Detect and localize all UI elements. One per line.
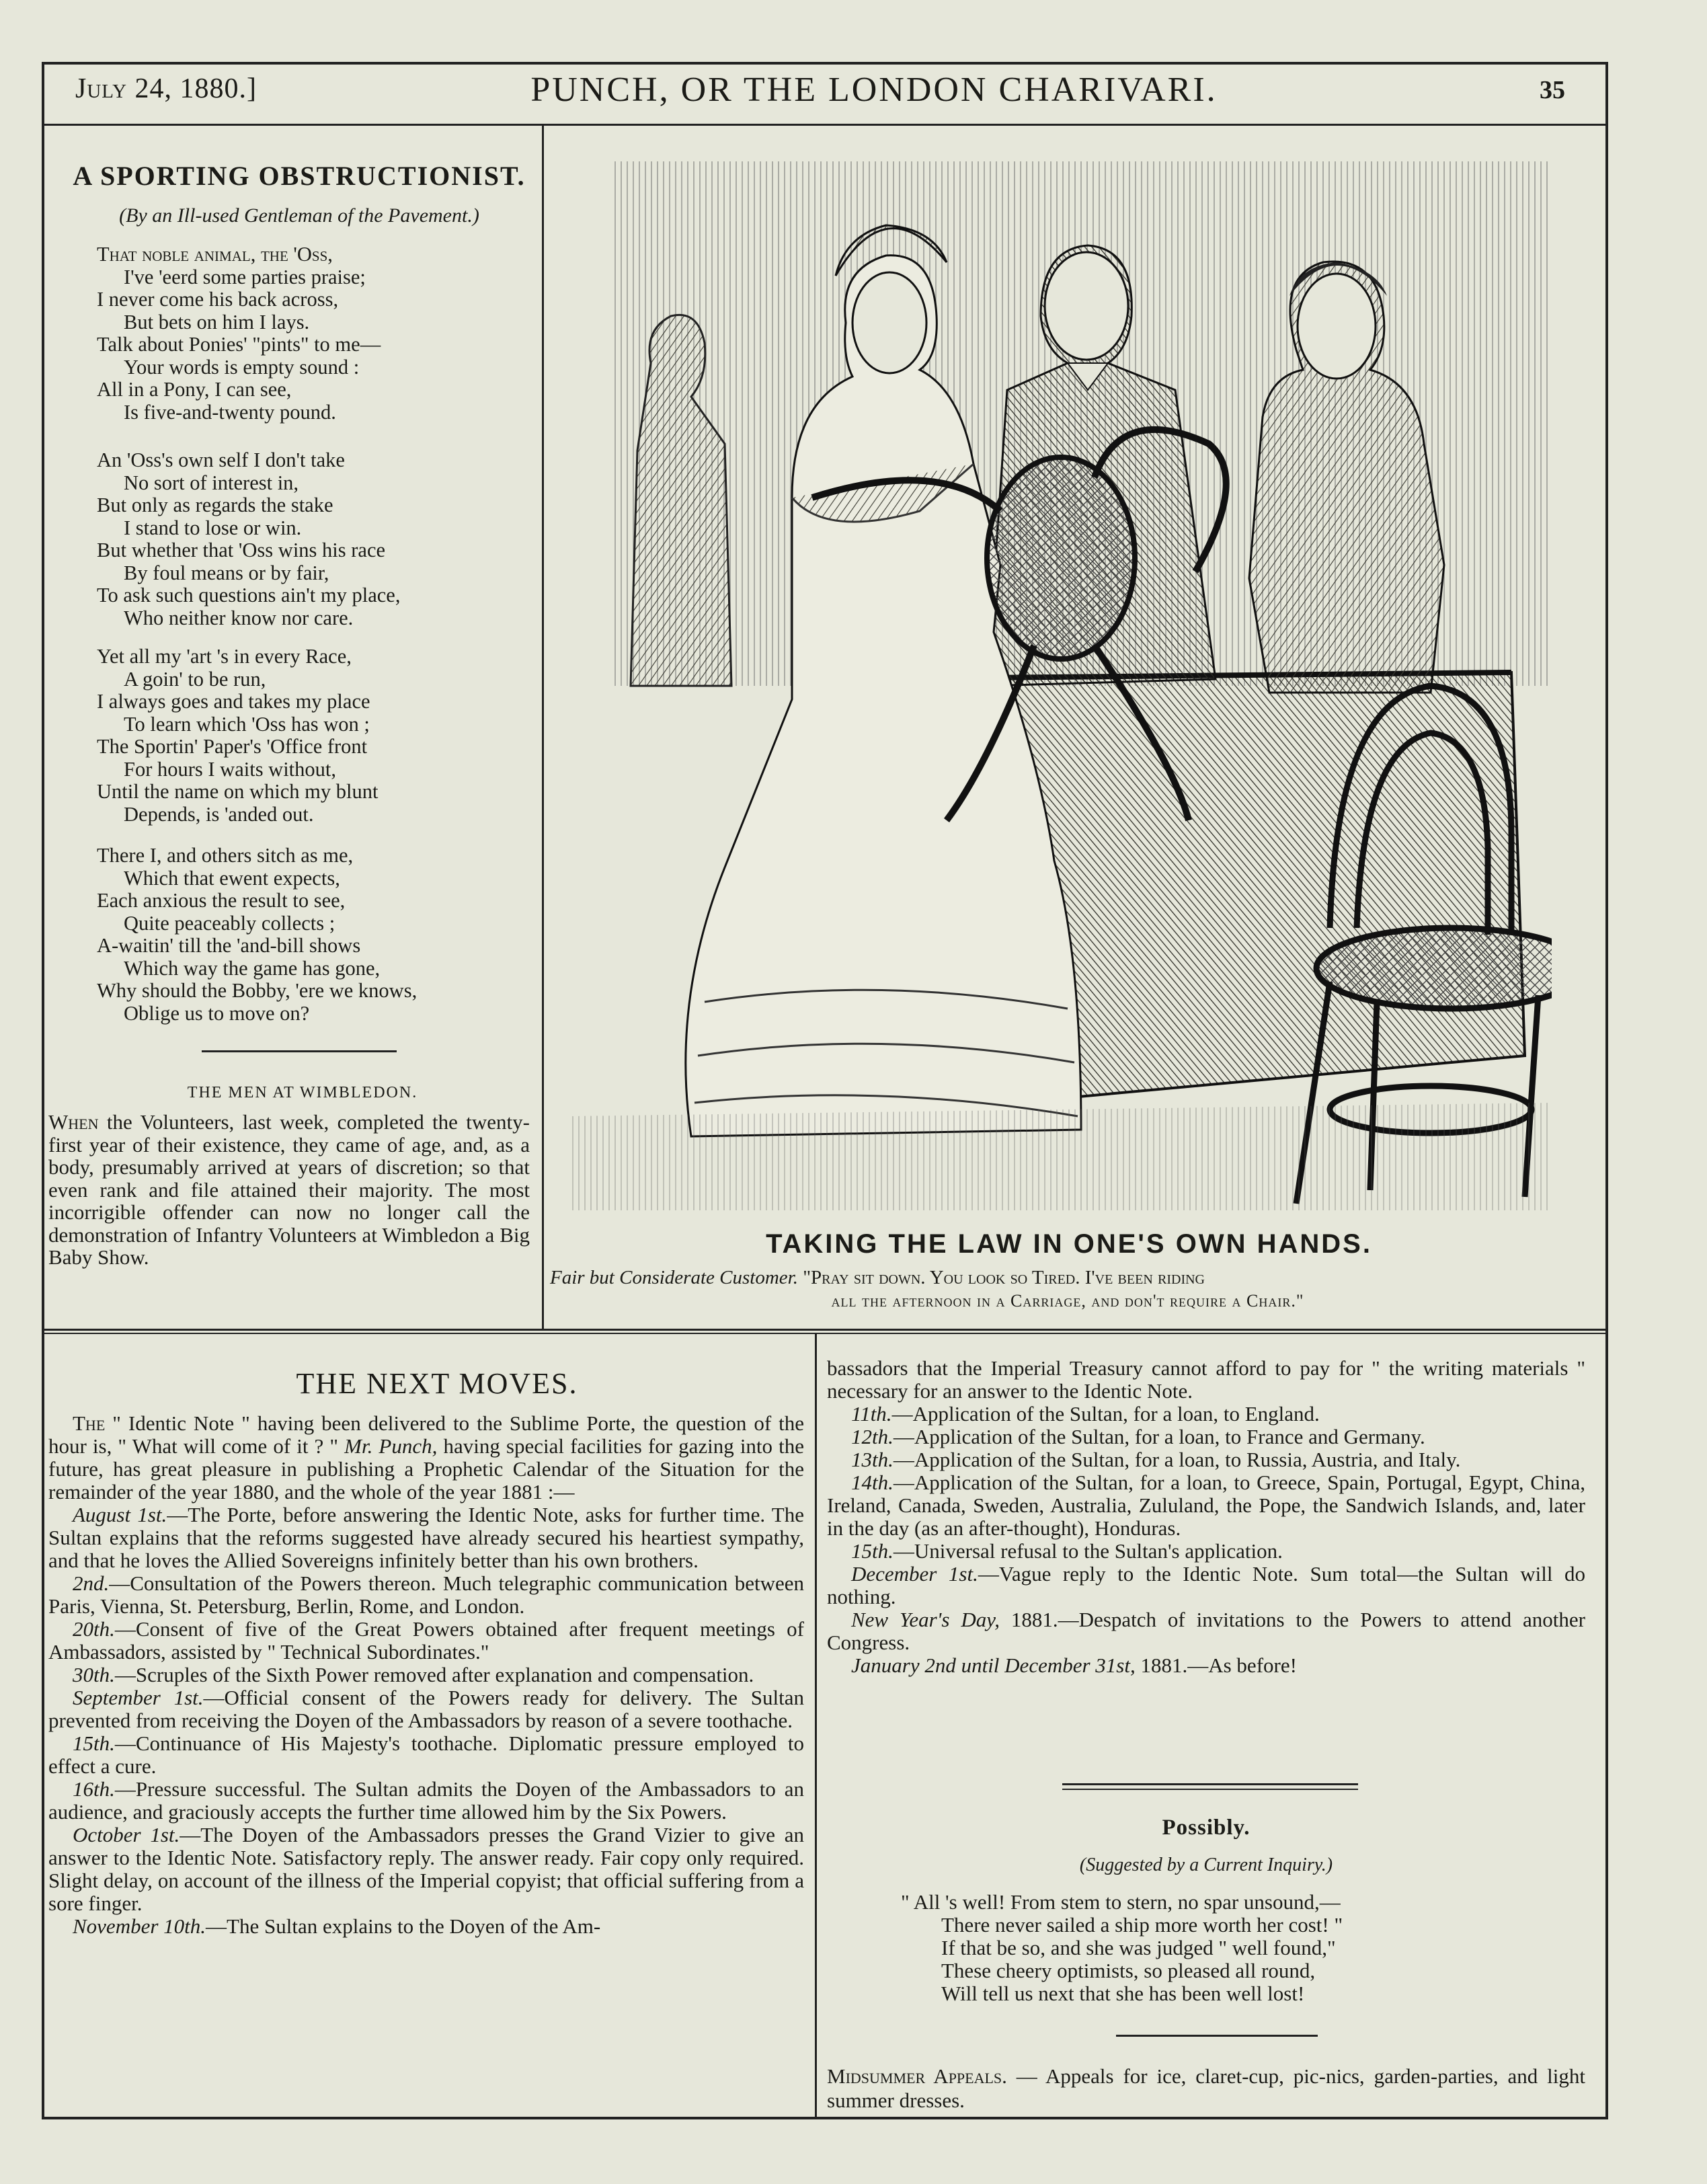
- possibly-poem: [901, 1891, 1573, 2005]
- entry-text: —Consent of five of the Great Powers obtained after frequent meetings of Ambassadors, assisted by " Technical Subordinates.": [48, 1617, 804, 1664]
- intro-mr-punch: Mr. Punch,: [344, 1434, 438, 1458]
- calendar-entry: [48, 1618, 804, 1664]
- entry-text: 1881.—As before!: [1135, 1653, 1297, 1677]
- cartoon-quote-1: "Pray sit down. You look so Tired. I've been riding: [797, 1267, 1205, 1288]
- possibly-top-rule-2: [1062, 1789, 1358, 1790]
- possibly-top-rule: [1062, 1783, 1358, 1785]
- calendar-entry: [48, 1778, 804, 1824]
- entry-date: October 1st.: [73, 1823, 180, 1846]
- entry-date: September 1st.: [73, 1686, 204, 1709]
- calendar-entry: [827, 1654, 1585, 1677]
- calendar-entry: [827, 1426, 1585, 1448]
- poem-line: Quite peaceably collects ;: [124, 911, 335, 935]
- poem-title: A SPORTING OBSTRUCTIONIST.: [73, 161, 526, 191]
- entry-date: 12th.: [851, 1425, 894, 1448]
- poem-line: By foul means or by fair,: [124, 561, 329, 584]
- entry-text: —Universal refusal to the Sultan's application.: [893, 1539, 1283, 1563]
- cartoon-speaker: Fair but Considerate Customer.: [550, 1267, 798, 1288]
- poem-line: There I, and others sitch as me,: [97, 844, 354, 867]
- calendar-entry: [48, 1824, 804, 1915]
- poem-line: [97, 243, 541, 266]
- poem-line: All in a Pony, I can see,: [97, 378, 292, 401]
- poem-line: I've 'eerd some parties praise;: [124, 265, 366, 288]
- entry-text: bassadors that the Imperial Treasury cannot afford to pay for " the writing materials " necessary for an answer to the Identic Note.: [827, 1356, 1585, 1403]
- entry-date: August 1st.: [73, 1503, 167, 1526]
- next-moves-intro: [48, 1412, 804, 1504]
- poem-line: To ask such questions ain't my place,: [97, 584, 401, 607]
- poem-line: For hours I waits without,: [124, 757, 337, 781]
- poem-line-text: That noble animal, the 'Oss,: [97, 243, 333, 266]
- poem-line: Which that ewent expects,: [124, 866, 340, 890]
- poem-line: The Sportin' Paper's 'Office front: [97, 735, 368, 758]
- entry-date: 2nd.: [73, 1571, 110, 1595]
- poem-line: Oblige us to move on?: [124, 1001, 310, 1025]
- possibly-end-rule: [1116, 2035, 1318, 2037]
- entry-date: 13th.: [851, 1448, 894, 1471]
- entry-text: —Application of the Sultan, for a loan, to England.: [891, 1402, 1320, 1426]
- poem-line: If that be so, and she was judged " well found,": [941, 1936, 1336, 1959]
- entry-date: 15th.: [73, 1731, 115, 1755]
- entry-date: New Year's Day,: [851, 1608, 1000, 1631]
- intro-text-b: having special facilities for gazing into the future, has great pleasure in publishing a Prophetic Calendar of the Situation for the remainder of the year 1880, and the whole of the year 1881 :—: [48, 1434, 805, 1504]
- calendar-entry: [48, 1686, 804, 1732]
- entry-text: —Application of the Sultan, for a loan, to France and Germany.: [893, 1425, 1425, 1448]
- poem-line: I never come his back across,: [97, 288, 339, 311]
- calendar-entry: [827, 1471, 1585, 1540]
- wimbledon-title: THE MEN AT WIMBLEDON.: [187, 1084, 418, 1101]
- poem-line: Until the name on which my blunt: [97, 780, 379, 803]
- poem-line: An 'Oss's own self I don't take: [97, 448, 345, 471]
- poem-stanza-3: [97, 646, 541, 826]
- cartoon-caption-line-1: [550, 1267, 1585, 1289]
- entry-text: 1881.—Despatch of invitations to the Powers to attend another Congress.: [827, 1608, 1585, 1654]
- next-moves-right-column: [827, 1357, 1585, 1677]
- next-moves-title: THE NEXT MOVES.: [296, 1367, 578, 1400]
- cartoon-caption-line-2: all the afternoon in a Carriage, and don't require a Chair.": [831, 1291, 1304, 1311]
- possibly-title: Possibly.: [1162, 1816, 1251, 1840]
- entry-date: 30th.: [73, 1663, 115, 1686]
- entry-text: —Official consent of the Powers ready for delivery. The Sultan prevented from receiving the Doyen of the Ambassadors by reason of a severe toothache.: [48, 1686, 804, 1732]
- calendar-entry: [827, 1540, 1585, 1563]
- calendar-entry: [48, 1915, 804, 1938]
- entry-text: —Application of the Sultan, for a loan, to Russia, Austria, and Italy.: [893, 1448, 1461, 1471]
- publication-title: PUNCH, OR THE LONDON CHARIVARI.: [530, 71, 1218, 109]
- poem-subtitle: (By an Ill-used Gentleman of the Pavement.): [119, 204, 479, 227]
- bottom-column-divider: [815, 1334, 817, 2119]
- poem-line: These cheery optimists, so pleased all round,: [941, 1959, 1316, 1982]
- calendar-entry: [827, 1448, 1585, 1471]
- page-number: 35: [1540, 76, 1565, 104]
- cartoon-title: TAKING THE LAW IN ONE'S OWN HANDS.: [766, 1229, 1372, 1259]
- poem-stanza-2: [97, 449, 541, 629]
- wimbledon-paragraph: [48, 1111, 530, 1269]
- top-section-rule-2: [42, 1333, 1608, 1334]
- top-section-rule: [42, 1329, 1608, 1331]
- poem-line: Why should the Bobby, 'ere we knows,: [97, 979, 418, 1002]
- entry-date: 14th.: [851, 1471, 894, 1494]
- poem-line: Yet all my 'art 's in every Race,: [97, 645, 352, 668]
- poem-line: " All 's well! From stem to stern, no spar unsound,—: [901, 1890, 1341, 1914]
- midsummer-text: — Appeals for ice, claret-cup, pic-nics, garden-parties, and light summer dresses.: [827, 2064, 1585, 2112]
- next-moves-left-column: [48, 1412, 804, 1938]
- issue-date: July 24, 1880.]: [75, 73, 257, 104]
- entry-text: —Pressure successful. The Sultan admits the Doyen of the Ambassadors to an audience, and graciously accepts the further time allowed him by the Six Powers.: [48, 1777, 804, 1824]
- calendar-entry: [48, 1504, 804, 1572]
- cartoon-engraving: [570, 161, 1552, 1210]
- entry-text: —The Porte, before answering the Identic Note, asks for further time. The Sultan explains that the reforms suggested have already secured his heartiest sympathy, and that he loves the Allied Sovereigns infinitely better than his own brothers.: [48, 1503, 804, 1572]
- entry-text: —Consultation of the Powers thereon. Much telegraphic communication between Paris, Vienna, St. Petersburg, Berlin, Rome, and London.: [48, 1571, 804, 1618]
- entry-date: 16th.: [73, 1777, 115, 1801]
- poem-line: Which way the game has gone,: [124, 956, 381, 980]
- poem-line: Who neither know nor care.: [124, 606, 354, 629]
- entry-date: 11th.: [851, 1402, 892, 1426]
- poem-line: Each anxious the result to see,: [97, 889, 346, 912]
- poem-line: I stand to lose or win.: [124, 516, 302, 539]
- poem-end-rule: [202, 1050, 397, 1052]
- top-column-divider: [542, 125, 544, 1329]
- poem-line: But whether that 'Oss wins his race: [97, 539, 386, 561]
- entry-date: 20th.: [73, 1617, 115, 1641]
- calendar-entry: [827, 1608, 1585, 1654]
- entry-date: November 10th.: [73, 1914, 206, 1938]
- poem-line: Depends, is 'anded out.: [124, 802, 314, 826]
- entry-text: —Scruples of the Sixth Power removed after explanation and compensation.: [114, 1663, 754, 1686]
- poem-line: Talk about Ponies' "pints" to me—: [97, 333, 381, 356]
- calendar-entry: [827, 1403, 1585, 1426]
- poem-line: Is five-and-twenty pound.: [124, 400, 336, 424]
- poem-line: Will tell us next that she has been well lost!: [941, 1982, 1305, 2005]
- calendar-entry: [48, 1572, 804, 1618]
- poem-line: A-waitin' till the 'and-bill shows: [97, 934, 361, 957]
- entry-text: —Application of the Sultan, for a loan, to Greece, Spain, Portugal, Egypt, China, Ireland, Canada, Sweden, Australia, Zululand, the Pope, the Sandwich Islands, and, later in the day (as an after-thought), Honduras.: [827, 1471, 1585, 1540]
- intro-lead: The: [73, 1411, 106, 1435]
- calendar-entry: [48, 1732, 804, 1778]
- calendar-entry: [48, 1664, 804, 1686]
- entry-text: —Continuance of His Majesty's toothache. Diplomatic pressure employed to effect a cure.: [48, 1731, 804, 1778]
- possibly-subtitle: (Suggested by a Current Inquiry.): [1079, 1855, 1333, 1875]
- calendar-entry: [827, 1357, 1585, 1403]
- midsummer-paragraph: [827, 2064, 1585, 2113]
- poem-line: But only as regards the stake: [97, 494, 333, 516]
- poem-line: I always goes and takes my place: [97, 690, 370, 713]
- poem-line: To learn which 'Oss has won ;: [124, 712, 370, 736]
- poem-line: Your words is empty sound :: [124, 355, 360, 379]
- intro-text-a: " Identic Note " having been delivered to the Sublime Porte, the question of the hour is, " What will come of it ? ": [48, 1411, 804, 1458]
- poem-line: A goin' to be run,: [124, 667, 266, 691]
- entry-text: —The Sultan explains to the Doyen of the Am-: [206, 1914, 601, 1938]
- poem-stanza-4: [97, 845, 541, 1025]
- entry-date: December 1st.: [851, 1562, 978, 1586]
- entry-date: 15th.: [851, 1539, 894, 1563]
- poem-line: No sort of interest in,: [124, 471, 299, 494]
- poem-stanza-1: [97, 243, 541, 424]
- entry-text: —The Doyen of the Ambassadors presses the Grand Vizier to give an answer to the Identic Note. Satisfactory reply. The answer ready. Fair copy only required. Slight delay, on account of the illness of the Imperial copyist; that official suffering from a sore finger.: [48, 1823, 804, 1915]
- midsummer-lead: Midsummer Appeals.: [827, 2064, 1007, 2088]
- wimbledon-lead: When: [48, 1110, 99, 1134]
- header-rule: [42, 124, 1608, 126]
- poem-line: But bets on him I lays.: [124, 310, 310, 334]
- calendar-entry: [827, 1563, 1585, 1608]
- entry-date: January 2nd until December 31st,: [851, 1653, 1136, 1677]
- poem-line: There never sailed a ship more worth her cost! ": [941, 1913, 1343, 1937]
- floor: [570, 1103, 1552, 1210]
- entry-text: —Vague reply to the Identic Note. Sum total—the Sultan will do nothing.: [827, 1562, 1585, 1608]
- wimbledon-text: the Volunteers, last week, completed the twenty-first year of their existence, they came of age, and, as a body, presumably arrived at years of discretion; so that even rank and file attained their majority. The most incorrigible offender can now no longer call the demonstration of Infantry Volunteers at Wimbledon a Big Baby Show.: [48, 1110, 530, 1269]
